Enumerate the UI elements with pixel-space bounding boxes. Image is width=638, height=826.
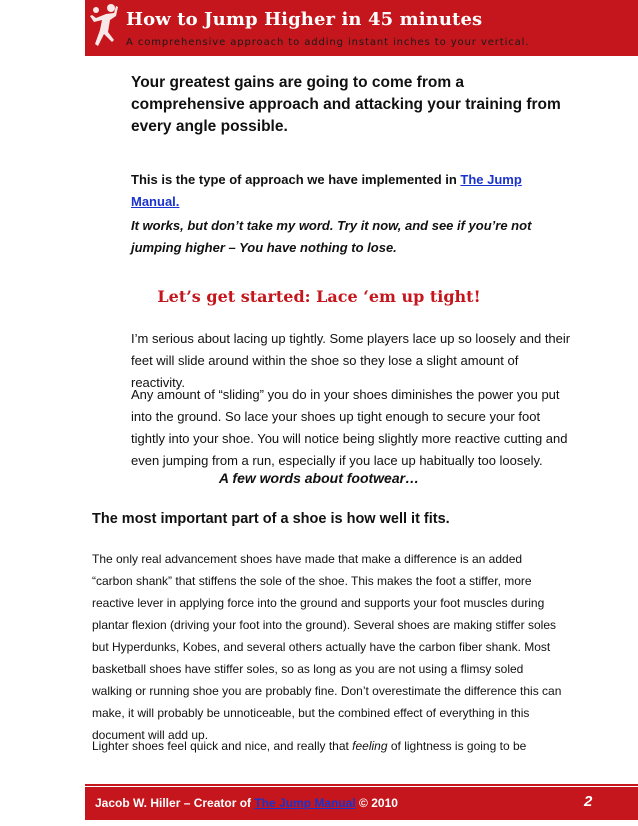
document-subtitle: A comprehensive approach to adding instant inches to your vertical.	[126, 37, 530, 48]
footer-jump-manual-link[interactable]: The Jump Manual	[254, 796, 356, 810]
lace-paragraph-2: Any amount of “sliding” you do in your shoes diminishes the power you put into the ground. So lace your shoes up tight enough to secure your foot tightly into your shoe. You will notice being slightly more reactive cutting and even jumping from a run, especially if you lace up habitually too loosely.	[131, 387, 568, 468]
page-number: 2	[584, 793, 593, 810]
lead-paragraph: Your greatest gains are going to come from a comprehensive approach and attacking your training from every angle possible.	[131, 74, 561, 135]
footer-rule	[85, 784, 638, 786]
approach-text: This is the type of approach we have implemented in	[131, 172, 461, 187]
footer-author: Jacob W. Hiller – Creator of	[95, 796, 255, 810]
section-heading: Let’s get started: Lace ‘em up tight!	[157, 287, 481, 306]
approach-paragraph	[131, 169, 571, 213]
lace-paragraph-1: I’m serious about lacing up tightly. Some players lace up so loosely and their feet will slide around within the shoe so they lose a slight amount of reactivity.	[131, 331, 571, 390]
footwear-p2-start: Lighter shoes feel quick and nice, and really that	[92, 739, 353, 753]
fit-heading: The most important part of a shoe is how well it fits.	[92, 511, 450, 527]
footwear-p2-end: of lightness is going to be	[387, 739, 527, 753]
footwear-paragraph-1: The only real advancement shoes have made that make a difference is an added “carbon shank” that stiffens the sole of the shoe. This makes the foot a stiffer, more reactive lever in applying force into the ground and supports your foot muscles during plantar flexion (driving your foot into the ground). Several shoes are making stiffer soles but Hyperdunks, Kobes, and several others actually have the carbon fiber shank. Most basketball shoes have stiffer soles, so as long as you are not using a flimsy soled walking or running shoe you are probably fine. Don’t overestimate the difference this can make, it will probably be unnoticeable, but the combined effect of everything in this document will add up.	[92, 552, 562, 742]
jump-manual-link[interactable]: The Jump Manual.	[131, 172, 522, 209]
footwear-p2-emphasis: feeling	[352, 739, 388, 753]
footwear-heading: A few words about footwear…	[218, 470, 420, 486]
footer-copyright: © 2010	[355, 796, 398, 810]
jumping-player-icon	[86, 2, 120, 54]
footer-credit	[95, 796, 398, 810]
footwear-paragraph-2	[92, 735, 562, 757]
document-title: How to Jump Higher in 45 minutes	[126, 9, 483, 30]
claim-paragraph: It works, but don’t take my word. Try it now, and see if you’re not jumping higher – You have nothing to lose.	[131, 218, 532, 255]
